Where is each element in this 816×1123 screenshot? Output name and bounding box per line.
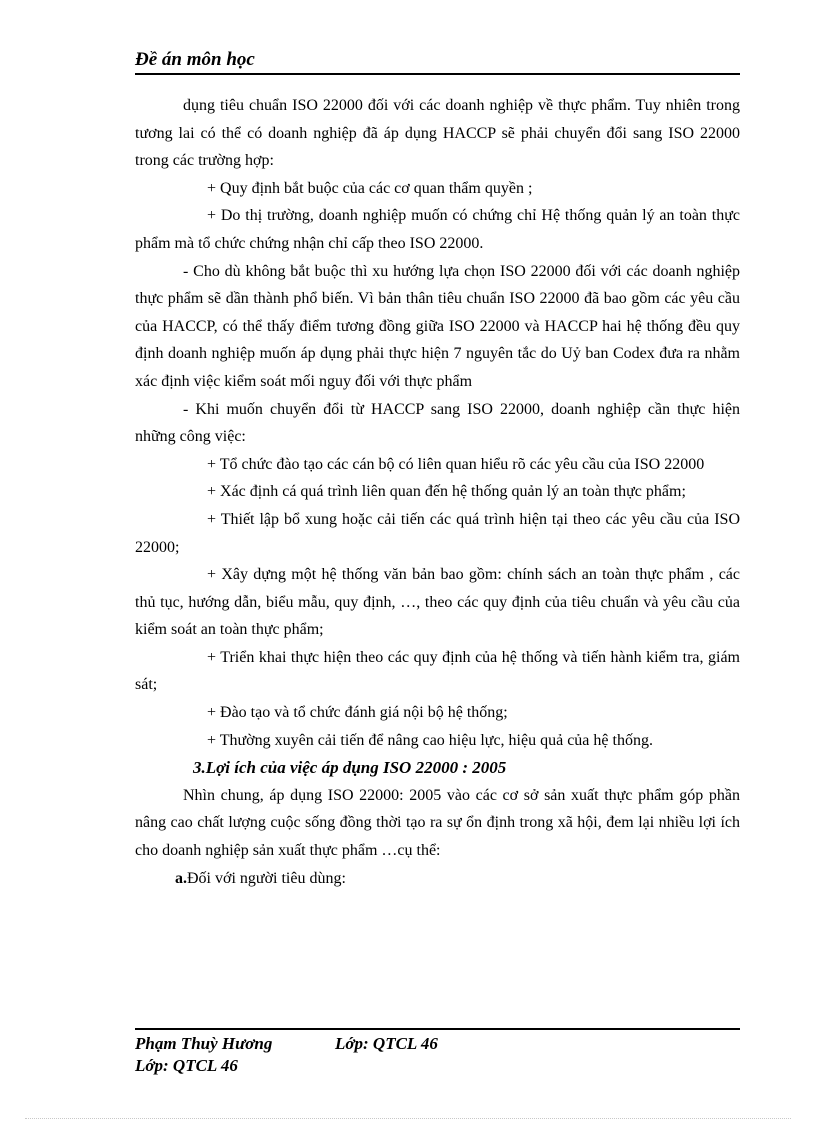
paragraph-intro: dụng tiêu chuẩn ISO 22000 đối với các doanh nghiệp về thực phẩm. Tuy nhiên trong tương lai có thể có doanh nghiệp đã áp dụng HACCP sẽ phải chuyển đổi sang ISO 22000 trong các trường hợp:	[135, 97, 740, 170]
subheading	[135, 865, 740, 893]
footer-class-left: Lớp: QTCL 46	[135, 1056, 238, 1075]
bullet-item: + Do thị trường, doanh nghiệp muốn có chứng chỉ Hệ thống quản lý an toàn thực phẩm mà tổ chức chứng nhận chỉ cấp theo ISO 22000.	[135, 207, 740, 252]
footer-rule	[135, 1028, 740, 1030]
subheading-text: Đối với người tiêu dùng:	[187, 869, 346, 887]
subheading-prefix: a.	[175, 869, 187, 887]
footer-author: Phạm Thuỳ Hương	[135, 1034, 273, 1053]
paragraph-trend: - Cho dù không bắt buộc thì xu hướng lựa chọn ISO 22000 đối với các doanh nghiệp thực phẩm sẽ dần thành phổ biến. Vì bản thân tiêu chuẩn ISO 22000 đã bao gồm các yêu cầu của HACCP, có thể thấy điểm tương đồng giữa ISO 22000 và HACCP hai hệ thống đều quy định doanh nghiệp muốn áp dụng phải thực hiện 7 nguyên tắc do Uỷ ban Codex đưa ra nhằm xác định việc kiểm soát mối nguy đối với thực phẩm	[135, 262, 740, 390]
bullet-item: + Thường xuyên cải tiến để nâng cao hiệu lực, hiệu quả của hệ thống.	[207, 731, 653, 749]
section-heading: 3.Lợi ích của việc áp dụng ISO 22000 : 2005	[193, 758, 507, 778]
header-rule	[135, 73, 740, 75]
bullet-item: + Xây dựng một hệ thống văn bản bao gồm: chính sách an toàn thực phẩm , các thủ tục, hướng dẫn, biểu mẫu, quy định, …, theo các quy định của tiêu chuẩn và yêu cầu của kiểm soát an toàn thực phẩm;	[135, 566, 740, 639]
header-title: Đề án môn học	[135, 49, 255, 70]
bullet-item: + Quy định bắt buộc của các cơ quan thẩm quyền ;	[207, 179, 533, 197]
paragraph-conversion: - Khi muốn chuyển đổi từ HACCP sang ISO 22000, doanh nghiệp cần thực hiện những công việc:	[135, 400, 740, 446]
bullet-item: + Xác định cá quá trình liên quan đến hệ thống quản lý an toàn thực phẩm;	[207, 483, 686, 501]
footer	[135, 1033, 438, 1077]
paragraph-benefits: Nhìn chung, áp dụng ISO 22000: 2005 vào các cơ sở sản xuất thực phẩm góp phần nâng cao chất lượng cuộc sống đồng thời tạo ra sự ổn định trong xã hội, đem lại nhiều lợi ích cho doanh nghiệp sản xuất thực phẩm …cụ thể:	[135, 786, 740, 860]
body-content	[135, 92, 740, 892]
bullet-item: + Thiết lập bổ xung hoặc cải tiến các quá trình hiện tại theo các yêu cầu của ISO 22000;	[135, 510, 740, 556]
bullet-item: + Tổ chức đào tạo các cán bộ có liên quan hiểu rõ các yêu cầu của ISO 22000	[207, 455, 705, 473]
footer-class-right: Lớp: QTCL 46	[335, 1034, 438, 1053]
bullet-item: + Triển khai thực hiện theo các quy định của hệ thống và tiến hành kiểm tra, giám sát;	[135, 648, 740, 694]
bullet-item: + Đào tạo và tổ chức đánh giá nội bộ hệ thống;	[207, 704, 508, 722]
page-edge	[25, 1118, 791, 1119]
